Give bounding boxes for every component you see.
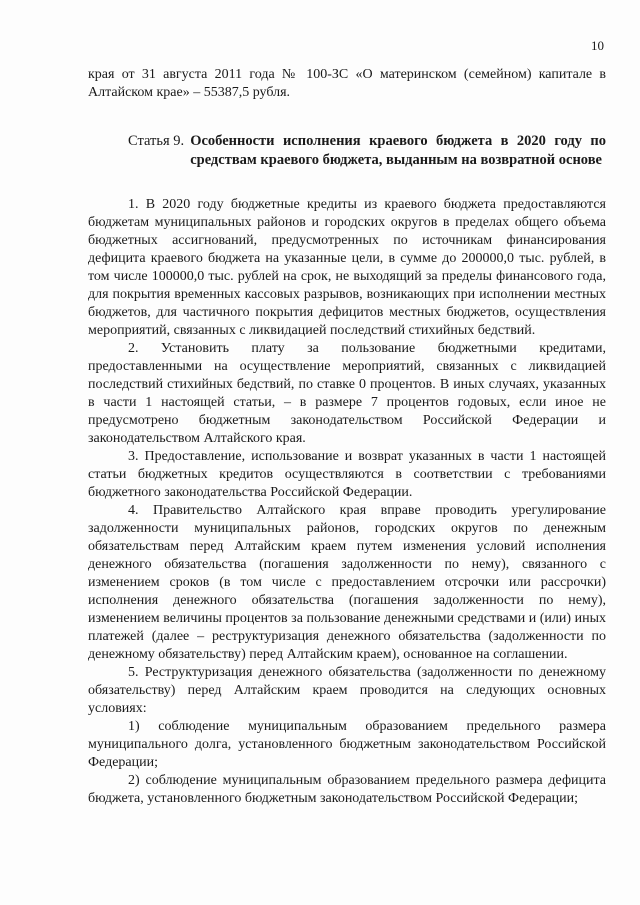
intro-paragraph: края от 31 августа 2011 года № 100-ЗС «О материнском (семейном) капитале в Алтайском крае» – 55387,5 рубля.	[88, 67, 606, 100]
list-item-1: 1) соблюдение муниципальным образованием предельного размера муниципального долга, установленного бюджетным законодательством Российской Федерации;	[88, 719, 606, 770]
document-body	[88, 66, 606, 808]
paragraph-3: 3. Предоставление, использование и возврат указанных в части 1 настоящей статьи бюджетных кредитов осуществляются в соответствии с требованиями бюджетного законодательства Российской Федерации.	[88, 449, 606, 500]
paragraph-4: 4. Правительство Алтайского края вправе проводить урегулирование задолженности муниципальных районов, городских округов по денежным обязательствам перед Алтайским краем путем изменения условий исполнения денежного обязательства (погашения задолженности по нему), связанного с изменением сроков (в том числе с предоставлением отсрочки или рассрочки) исполнения денежного обязательства (погашения задолженности по нему), изменением величины процентов за пользование денежными средствами и (или) иных платежей (далее – реструктуризация денежного обязательства (задолженности по денежному обязательству) перед Алтайским краем), основанное на соглашении.	[88, 503, 606, 662]
paragraph-5: 5. Реструктуризация денежного обязательства (задолженности по денежному обязательству) перед Алтайским краем проводится на следующих основных условиях:	[88, 665, 606, 716]
article-title: Особенности исполнения краевого бюджета в 2020 году по средствам краевого бюджета, выданным на возвратной основе	[190, 133, 606, 168]
article-label: Статья 9.	[128, 133, 185, 149]
paragraph-1: 1. В 2020 году бюджетные кредиты из краевого бюджета предоставляются бюджетам муниципальных районов и городских округов в пределах общего объема бюджетных ассигнований, предусмотренных по источникам финансирования дефицита краевого бюджета на указанные цели, в сумме до 200000,0 тыс. рублей, в том числе 100000,0 тыс. рублей на срок, не выходящий за пределы финансового года, для покрытия временных кассовых разрывов, возникающих при исполнении местных бюджетов, для частичного покрытия дефицитов местных бюджетов, осуществления мероприятий, связанных с ликвидацией последствий стихийных бедствий.	[88, 197, 606, 338]
article-heading	[88, 132, 606, 170]
list-item-2: 2) соблюдение муниципальным образованием предельного размера дефицита бюджета, установленного бюджетным законодательством Российской Федерации;	[88, 773, 606, 806]
paragraph-2: 2. Установить плату за пользование бюджетными кредитами, предоставленными на осуществление мероприятий, связанных с ликвидацией последствий стихийных бедствий, по ставке 0 процентов. В иных случаях, указанных в части 1 настоящей статьи, – в размере 7 процентов годовых, если иное не предусмотрено бюджетным законодательством Российской Федерации и законодательством Алтайского края.	[88, 341, 606, 446]
page-number: 10	[591, 38, 604, 53]
